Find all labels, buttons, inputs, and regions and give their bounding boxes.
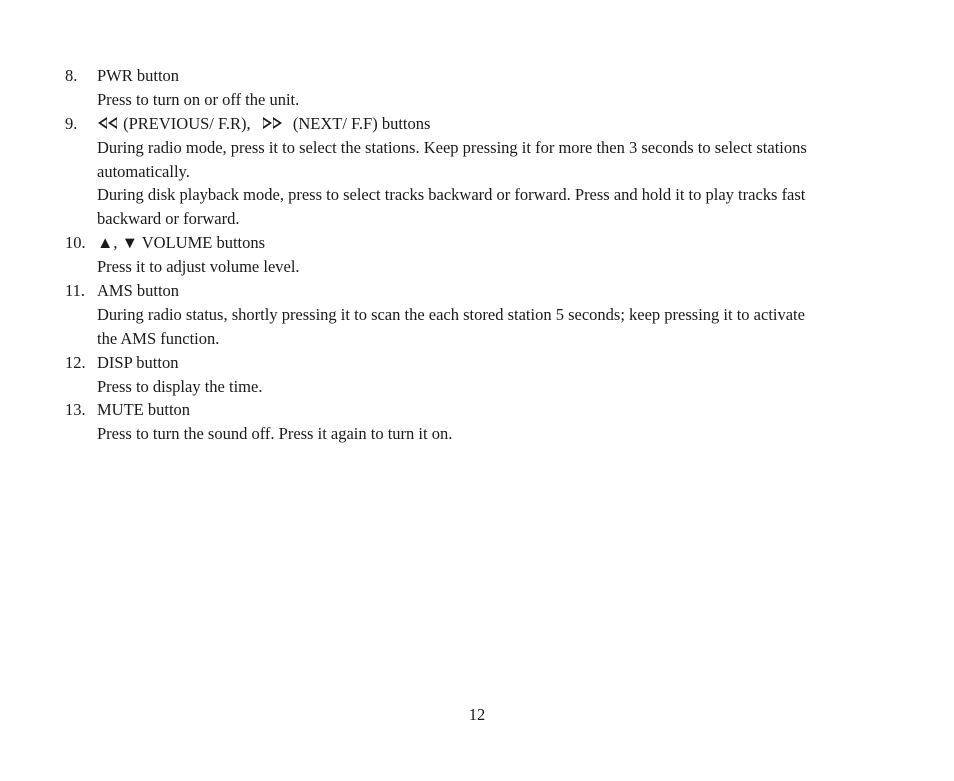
rewind-icon [97, 116, 119, 130]
item-10-description [0, 255, 954, 279]
description-line: Press to turn the sound off. Press it again to turn it on. [97, 424, 453, 444]
item-title: PWR button [97, 66, 180, 85]
item-title: ▲, ▼ VOLUME buttons [97, 233, 266, 253]
item-8-description [0, 88, 954, 112]
description-line: During radio mode, press it to select the stations. Keep pressing it for more then 3 seconds to select stations [97, 137, 807, 157]
description-line: Press to display the time. [97, 376, 263, 396]
item-11-heading [0, 279, 954, 303]
description-line: the AMS function. [97, 328, 220, 348]
item-number: 8. [65, 66, 78, 85]
item-10-heading [0, 231, 954, 255]
item-12-heading [0, 351, 954, 375]
item-title: MUTE button [97, 400, 191, 420]
previous-button-label: (PREVIOUS/ F.R), [123, 113, 251, 133]
item-9-heading [0, 112, 954, 136]
item-11-description [0, 303, 954, 327]
description-line: automatically. [97, 161, 190, 181]
description-line: Press it to adjust volume level. [97, 257, 300, 277]
fast-forward-icon [261, 116, 283, 130]
item-number: 12. [65, 352, 86, 372]
next-button-label: (NEXT/ F.F) buttons [292, 113, 431, 133]
item-12-description [0, 375, 954, 399]
page-number: 12 [468, 705, 486, 724]
description-line: During radio status, shortly pressing it to scan the each stored station 5 seconds; keep pressing it to activate [97, 304, 805, 324]
item-9-description [0, 160, 954, 184]
item-title: AMS button [97, 281, 180, 301]
item-8-heading [0, 64, 954, 88]
description-line: Press to turn on or off the unit. [97, 89, 300, 109]
item-13-description [0, 422, 954, 446]
item-11-description [0, 327, 954, 351]
item-number: 13. [65, 400, 86, 420]
item-9-description [0, 207, 954, 231]
item-9-description [0, 183, 954, 207]
item-9-description [0, 136, 954, 160]
item-title: DISP button [97, 352, 179, 372]
item-number: 10. [65, 233, 86, 253]
description-line: During disk playback mode, press to select tracks backward or forward. Press and hold it to play tracks fast [97, 185, 806, 205]
item-13-heading [0, 398, 954, 422]
manual-content [0, 64, 954, 446]
item-number: 11. [65, 281, 86, 301]
item-title [97, 112, 887, 136]
description-line: backward or forward. [97, 209, 240, 229]
item-number: 9. [65, 113, 78, 133]
